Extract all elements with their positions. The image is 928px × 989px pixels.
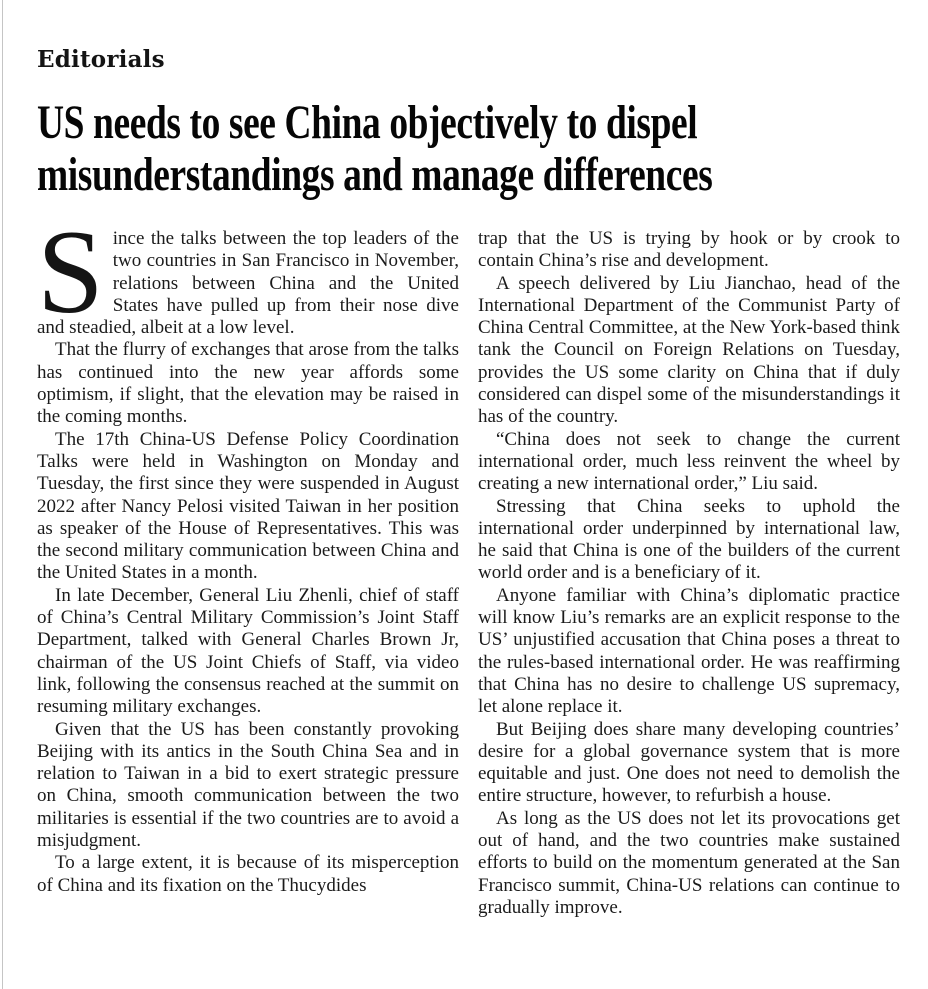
article-paragraph: That the flurry of exchanges that arose from the talks has continued into the new year affords some optimism, if slight, that the elevation may be raised in the coming months. bbox=[37, 339, 459, 428]
article-paragraph: Stressing that China seeks to uphold the international order underpinned by international law, he said that China is one of the builders of the current world order and is a beneficiary of it. bbox=[478, 495, 900, 584]
article-paragraph: In late December, General Liu Zhenli, chief of staff of China’s Central Military Commission’s Joint Staff Department, talked with General Charles Brown Jr, chairman of the US Joint Chiefs of Staff, via video link, following the consensus reached at the summit on resuming military exchanges. bbox=[37, 584, 459, 718]
article-paragraph: A speech delivered by Liu Jianchao, head of the International Department of the Communist Party of China Central Committee, at the New York-based think tank the Council on Foreign Relations on Tuesday, provides the US some clarity on China that if duly considered can dispel some of the misunderstandings it has of the country. bbox=[478, 272, 900, 428]
article-body bbox=[37, 205, 900, 919]
article-paragraph: But Beijing does share many developing countries’ desire for a global governance system that is more equitable and just. One does not need to demolish the entire structure, however, to refurbish a house. bbox=[478, 718, 900, 807]
drop-cap: S bbox=[37, 205, 104, 338]
article-headline bbox=[37, 97, 900, 201]
article-column-right bbox=[478, 228, 900, 919]
headline-line-2: misunderstandings and manage differences bbox=[37, 148, 713, 201]
section-label: Editorials bbox=[37, 46, 165, 73]
article-paragraph: The 17th China-US Defense Policy Coordination Talks were held in Washington on Monday and Tuesday, the first since they were suspended in August 2022 after Nancy Pelosi visited Taiwan in her position as speaker of the House of Representatives. This was the second military communication between China and the United States in a month. bbox=[37, 428, 459, 584]
editorial-page bbox=[37, 46, 900, 919]
article-paragraph: As long as the US does not let its provocations get out of hand, and the two countries make sustained efforts to build on the momentum generated at the San Francisco summit, China-US relations can continue to gradually improve. bbox=[478, 807, 900, 918]
page-edge-rule bbox=[2, 0, 3, 989]
article-paragraph: trap that the US is trying by hook or by crook to contain China’s rise and development. bbox=[478, 228, 900, 272]
article-column-left bbox=[37, 205, 459, 919]
article-paragraph: Since the talks between the top leaders of the two countries in San Francisco in November, relations between China and the United States have pulled up from their nose dive and steadied, albeit at a low level. bbox=[37, 205, 459, 339]
article-paragraph: Given that the US has been constantly provoking Beijing with its antics in the South China Sea and in relation to Taiwan in a bid to exert strategic pressure on China, smooth communication between the two militaries is essential if the two countries are to avoid a misjudgment. bbox=[37, 718, 459, 852]
article-paragraph: “China does not seek to change the current international order, much less reinvent the wheel by creating a new international order,” Liu said. bbox=[478, 428, 900, 495]
headline-line-1: US needs to see China objectively to dispel bbox=[37, 96, 698, 149]
article-paragraph: To a large extent, it is because of its misperception of China and its fixation on the Thucydides bbox=[37, 852, 459, 896]
article-paragraph: Anyone familiar with China’s diplomatic practice will know Liu’s remarks are an explicit response to the US’ unjustified accusation that China poses a threat to the rules-based international order. He was reaffirming that China has no desire to challenge US supremacy, let alone replace it. bbox=[478, 584, 900, 718]
